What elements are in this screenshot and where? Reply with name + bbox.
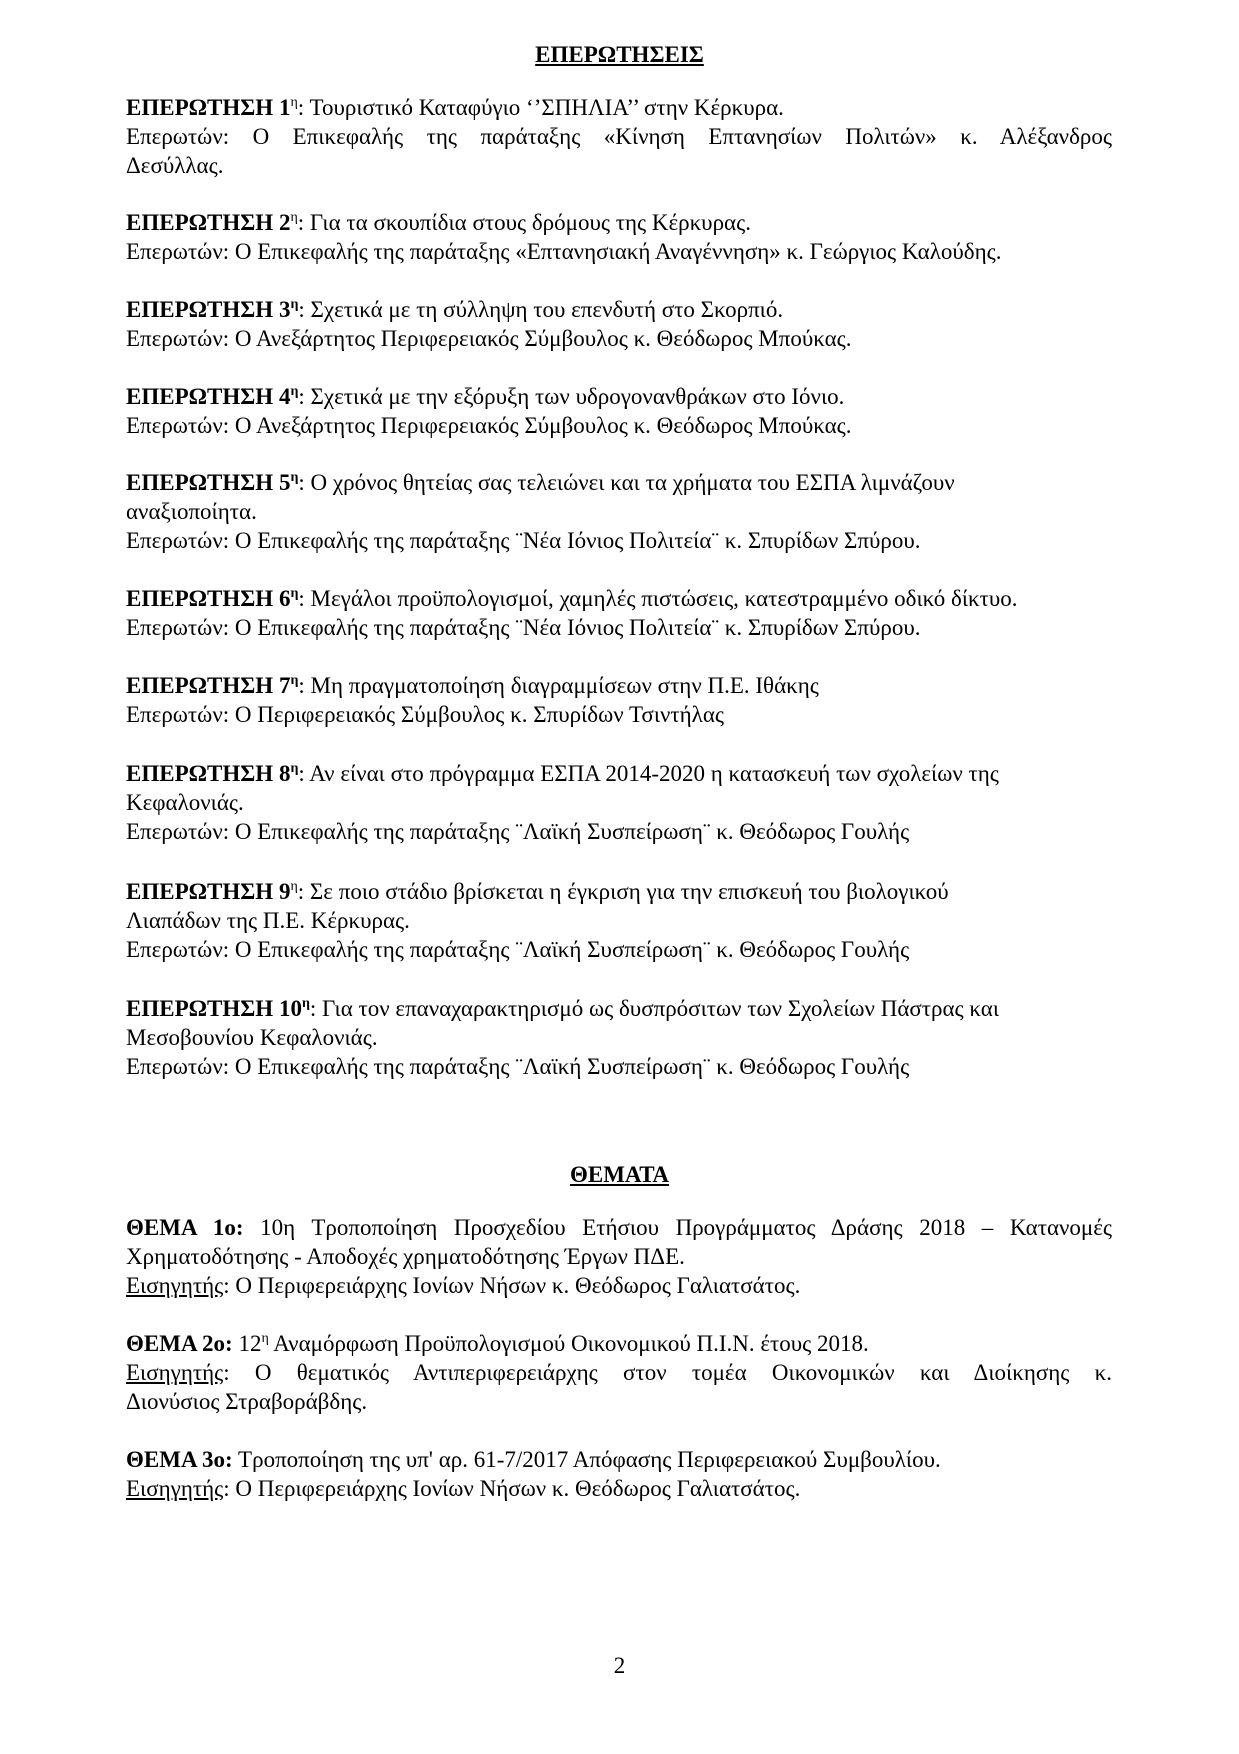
question-label: ΕΠΕΡΩΤΗΣΗ 8 [126,761,291,786]
question-label-sup: η [290,879,298,894]
question-title: : Τουριστικό Καταφύγιο ‘’ΣΠΗΛΙΑ’’ στην Κέρκυρα. [297,95,784,120]
topic-2 [126,1329,1112,1416]
question-asker: Δεσύλλας. [126,153,224,178]
rapporteur-text: : Ο Περιφερειάρχης Ιονίων Νήσων κ. Θεόδωρος Γαλιατσάτος. [223,1273,801,1298]
question-label-sup: η [290,210,298,225]
questions-heading: ΕΠΕΡΩΤΗΣΕΙΣ [535,42,704,67]
question-title-cont: αναξιοποίητα. [126,499,257,524]
topic-3 [126,1445,1112,1503]
question-label-sup: η [290,586,299,601]
question-title: : Αν είναι στο πρόγραμμα ΕΣΠΑ 2014-2020 η κατασκευή των σχολείων της [298,761,999,786]
question-2 [126,208,1112,266]
question-label-sup: η [301,996,310,1011]
question-label-sup: η [290,95,298,110]
question-title: : Σχετικά με τη σύλληψη του επενδυτή στο Σκορπιό. [298,297,784,322]
question-asker: Επερωτών: Ο Επικεφαλής της παράταξης ¨Νέα Ιόνιος Πολιτεία¨ κ. Σπυρίδων Σπύρου. [126,615,921,640]
question-10 [126,994,1112,1081]
rapporteur-label: Εισηγητής [126,1273,224,1298]
topic-title: Αναμόρφωση Προϋπολογισμού Οικονομικού Π.Ι.Ν. έτους 2018. [268,1331,869,1356]
question-7 [126,671,1112,729]
question-label-sup: η [290,470,299,485]
topic-title: Τροποποίηση της υπ' αρ. 61-7/2017 Απόφασης Περιφερειακού Συμβουλίου. [232,1447,941,1472]
question-title-cont: Λιαπάδων της Π.Ε. Κέρκυρας. [126,908,410,933]
question-title: : Για τον επαναχαρακτηρισμό ως δυσπρόσιτων των Σχολείων Πάστρας και [309,996,1000,1021]
question-label-sup: η [290,761,299,776]
question-label: ΕΠΕΡΩΤΗΣΗ 1 [126,95,291,120]
question-asker: Επερωτών: Ο Επικεφαλής της παράταξης «Επτανησιακή Αναγέννηση» κ. Γεώργιος Καλούδης. [126,239,1002,264]
question-title-cont: Κεφαλονιάς. [126,790,244,815]
topic-label: ΘΕΜΑ 2ο: [126,1331,233,1356]
question-8 [126,759,1112,846]
question-asker: Επερωτών: Ο Ανεξάρτητος Περιφερειακός Σύμβουλος κ. Θεόδωρος Μπούκας. [126,413,852,438]
topic-title: 10η Τροποποίηση Προσχεδίου Ετήσιου Προγράμματος Δράσης 2018 – Κατανομές [243,1215,1112,1240]
question-9 [126,877,1112,964]
question-title: : Για τα σκουπίδια στους δρόμους της Κέρκυρας. [297,210,751,235]
rapporteur-text-cont: Διονύσιος Στραβοράβδης. [126,1389,368,1414]
topics-heading: ΘΕΜΑΤΑ [569,1162,670,1187]
question-label: ΕΠΕΡΩΤΗΣΗ 2 [126,210,291,235]
question-asker: Επερωτών: Ο Περιφερειακός Σύμβουλος κ. Σπυρίδων Τσιντήλας [126,702,724,727]
topic-title-sup: η [261,1331,269,1346]
question-title: : Μη πραγματοποίηση διαγραμμίσεων στην Π.Ε. Ιθάκης [298,673,819,698]
question-title: : Σε ποιο στάδιο βρίσκεται η έγκριση για την επισκευή του βιολογικού [297,879,949,904]
rapporteur-text: : Ο θεματικός Αντιπεριφερειάρχης στον τομέα Οικονομικών και Διοίκησης κ. [223,1360,1112,1385]
question-asker: Επερωτών: Ο Επικεφαλής της παράταξης «Κίνηση Επτανησίων Πολιτών» κ. Αλέξανδρος [126,124,1112,149]
question-5 [126,468,1112,555]
question-asker: Επερωτών: Ο Επικεφαλής της παράταξης ¨Λαϊκή Συσπείρωση¨ κ. Θεόδωρος Γουλής [126,819,910,844]
question-label: ΕΠΕΡΩΤΗΣΗ 7 [126,673,291,698]
question-3 [126,295,1112,353]
question-title-cont: Μεσοβουνίου Κεφαλονιάς. [126,1025,378,1050]
topic-1 [126,1213,1112,1300]
question-asker: Επερωτών: Ο Επικεφαλής της παράταξης ¨Λαϊκή Συσπείρωση¨ κ. Θεόδωρος Γουλής [126,937,910,962]
question-4 [126,382,1112,440]
rapporteur-text: : Ο Περιφερειάρχης Ιονίων Νήσων κ. Θεόδωρος Γαλιατσάτος. [223,1476,801,1501]
question-title: : Σχετικά με την εξόρυξη των υδρογονανθράκων στο Ιόνιο. [298,384,845,409]
rapporteur-label: Εισηγητής [126,1360,224,1385]
topic-label: ΘΕΜΑ 3ο: [126,1447,233,1472]
question-label: ΕΠΕΡΩΤΗΣΗ 10 [126,996,302,1021]
question-label: ΕΠΕΡΩΤΗΣΗ 3 [126,297,291,322]
question-label: ΕΠΕΡΩΤΗΣΗ 4 [126,384,291,409]
topic-title-cont: Χρηματοδότησης - Αποδοχές χρηματοδότησης Έργων ΠΔΕ. [126,1244,685,1269]
question-asker: Επερωτών: Ο Επικεφαλής της παράταξης ¨Λαϊκή Συσπείρωση¨ κ. Θεόδωρος Γουλής [126,1054,910,1079]
page-number: 2 [613,1653,626,1678]
question-asker: Επερωτών: Ο Επικεφαλής της παράταξης ¨Νέα Ιόνιος Πολιτεία¨ κ. Σπυρίδων Σπύρου. [126,528,921,553]
question-asker: Επερωτών: Ο Ανεξάρτητος Περιφερειακός Σύμβουλος κ. Θεόδωρος Μπούκας. [126,326,852,351]
question-6 [126,584,1112,642]
topic-title-prefix: 12 [232,1331,262,1356]
question-label: ΕΠΕΡΩΤΗΣΗ 9 [126,879,291,904]
question-label-sup: η [290,384,299,399]
question-label-sup: η [290,297,299,312]
topic-label: ΘΕΜΑ 1ο: [126,1215,244,1240]
rapporteur-label: Εισηγητής [126,1476,224,1501]
question-1 [126,93,1112,180]
question-title: : Μεγάλοι προϋπολογισμοί, χαμηλές πιστώσεις, κατεστραμμένο οδικό δίκτυο. [298,586,1018,611]
question-label: ΕΠΕΡΩΤΗΣΗ 5 [126,470,291,495]
question-title: : Ο χρόνος θητείας σας τελειώνει και τα χρήματα του ΕΣΠΑ λιμνάζουν [298,470,955,495]
question-label-sup: η [290,673,299,688]
question-label: ΕΠΕΡΩΤΗΣΗ 6 [126,586,291,611]
